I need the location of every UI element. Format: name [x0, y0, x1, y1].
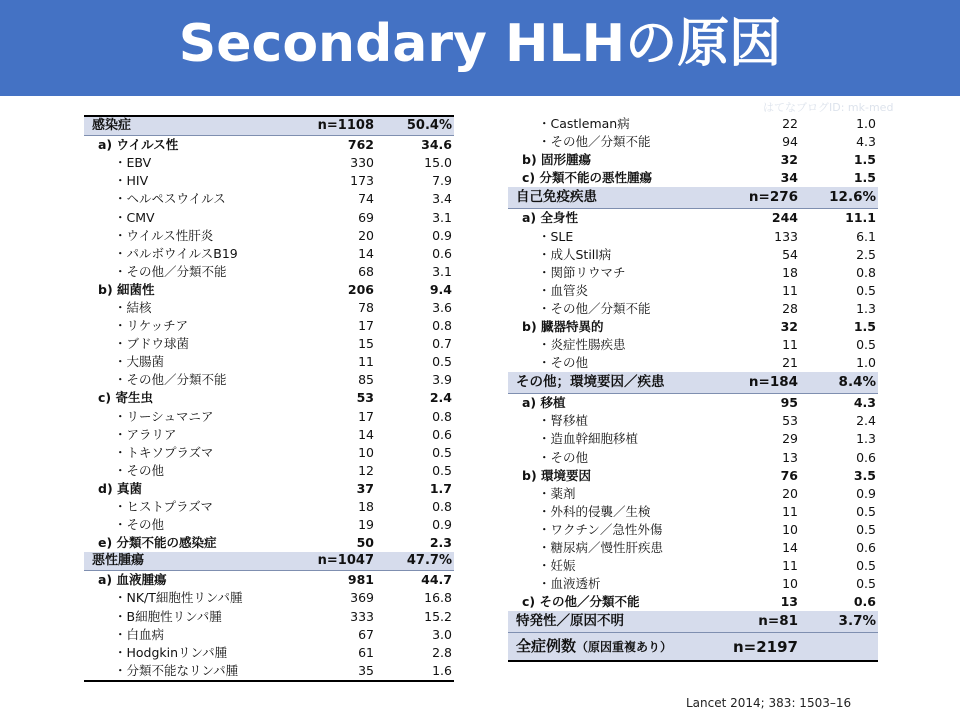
- item-row: [508, 539, 878, 557]
- cause-label: ・その他／分類不能: [114, 372, 227, 388]
- case-count: 28: [782, 300, 798, 316]
- case-count: 50: [356, 535, 374, 551]
- cause-label: ・パルボウイルスB19: [114, 245, 238, 261]
- subcategory-row: [508, 593, 878, 611]
- category-header-row: [508, 187, 878, 209]
- cause-label: ・Castleman病: [538, 116, 630, 132]
- cause-label: ・結核: [114, 299, 152, 315]
- cause-label: ・その他／分類不能: [114, 263, 227, 279]
- case-count: 244: [771, 210, 798, 226]
- item-row: [84, 462, 454, 480]
- case-count: 11: [358, 354, 374, 370]
- cause-label: b) 臓器特異的: [522, 318, 604, 334]
- case-count: 54: [782, 246, 798, 262]
- case-count: 333: [350, 608, 374, 624]
- percentage: 0.5: [856, 521, 876, 537]
- case-count: 14: [782, 540, 798, 556]
- cause-label: ・NK/T細胞性リンパ腫: [114, 590, 243, 606]
- cause-label: 特発性／原因不明: [508, 611, 718, 633]
- subcategory-row: [84, 389, 454, 407]
- cause-label: b) 固形腫瘍: [522, 152, 592, 168]
- cause-label: e) 分類不能の感染症: [98, 535, 217, 551]
- item-row: [84, 227, 454, 245]
- subcategory-row: [508, 209, 878, 228]
- percentage: 3.1: [432, 263, 452, 279]
- case-count: 133: [774, 228, 798, 244]
- percentage: 7.9: [432, 173, 452, 189]
- cause-label: ・血管炎: [538, 282, 589, 298]
- cause-label: ・EBV: [114, 155, 152, 171]
- percentage: 0.5: [432, 462, 452, 478]
- percentage: 1.3: [856, 431, 876, 447]
- item-row: [84, 154, 454, 172]
- cause-label: ・その他: [538, 449, 589, 465]
- case-count: 21: [782, 355, 798, 371]
- case-count: n=1108: [294, 116, 374, 136]
- percentage: 15.0: [424, 155, 452, 171]
- cause-label: 悪性腫瘍: [84, 552, 294, 571]
- item-row: [84, 172, 454, 190]
- item-row: [84, 662, 454, 681]
- percentage: 1.3: [856, 300, 876, 316]
- percentage: 0.9: [856, 485, 876, 501]
- cause-label: ・外科的侵襲／生検: [538, 503, 651, 519]
- case-count: 76: [780, 467, 798, 483]
- subcategory-row: [508, 169, 878, 187]
- cause-label: ・成人Still病: [538, 246, 612, 262]
- case-count: 12: [358, 462, 374, 478]
- total-note: （原因重複あり）: [576, 640, 673, 655]
- case-count: 85: [358, 372, 374, 388]
- item-row: [84, 516, 454, 534]
- cause-label: ・白血病: [114, 626, 165, 642]
- percentage: 0.6: [856, 449, 876, 465]
- item-row: [508, 412, 878, 430]
- category-header-row: [508, 372, 878, 394]
- cause-label: ・ヒストプラズマ: [114, 499, 214, 515]
- percentage: 1.0: [856, 355, 876, 371]
- case-count: 981: [347, 572, 374, 588]
- percentage: 0.8: [856, 264, 876, 280]
- case-count: 10: [358, 444, 374, 460]
- item-row: [84, 408, 454, 426]
- cause-label: ・分類不能なリンパ腫: [84, 662, 294, 681]
- cause-label: ・ブドウ球菌: [114, 336, 190, 352]
- item-row: [84, 426, 454, 444]
- case-count: n=1047: [294, 552, 374, 571]
- item-row: [84, 190, 454, 208]
- cause-label: ・妊娠: [538, 558, 576, 574]
- item-row: [508, 575, 878, 593]
- cause-label: ・その他／分類不能: [538, 134, 651, 150]
- case-count: 78: [358, 299, 374, 315]
- item-row: [508, 133, 878, 151]
- cause-label: ・ワクチン／急性外傷: [538, 521, 663, 537]
- case-count: 14: [358, 426, 374, 442]
- percentage: 47.7%: [374, 552, 454, 571]
- case-count: 13: [782, 449, 798, 465]
- cause-label: c) その他／分類不能: [522, 594, 640, 610]
- cause-label: b) 環境要因: [522, 467, 592, 483]
- case-count: 67: [358, 626, 374, 642]
- case-count: 53: [356, 390, 374, 406]
- cause-label: ・その他: [114, 462, 165, 478]
- item-row: [84, 299, 454, 317]
- case-count: 11: [782, 337, 798, 353]
- case-count: 19: [358, 517, 374, 533]
- item-row: [84, 317, 454, 335]
- subcategory-row: [84, 136, 454, 155]
- cause-label: ・腎移植: [538, 413, 589, 429]
- category-header-row: [84, 552, 454, 571]
- cause-label: ・B細胞性リンパ腫: [114, 608, 222, 624]
- subcategory-row: [508, 151, 878, 169]
- item-row: [508, 557, 878, 575]
- case-count: 369: [350, 590, 374, 606]
- case-count: 17: [358, 408, 374, 424]
- item-row: [508, 282, 878, 300]
- subcategory-row: [84, 480, 454, 498]
- case-count: 68: [358, 263, 374, 279]
- subcategory-row: [84, 281, 454, 299]
- case-count: 69: [358, 209, 374, 225]
- percentage: 0.5: [432, 354, 452, 370]
- cause-label: ・トキソプラズマ: [114, 444, 214, 460]
- case-count: 29: [782, 431, 798, 447]
- cause-label: ・リケッチア: [114, 318, 189, 334]
- case-count: 17: [358, 318, 374, 334]
- percentage: 3.5: [853, 467, 876, 483]
- cause-label: ・造血幹細胞移植: [538, 431, 639, 447]
- left-cause-table: [84, 115, 454, 682]
- item-row: [508, 449, 878, 467]
- case-count: 173: [350, 173, 374, 189]
- subcategory-row: [84, 534, 454, 552]
- percentage: 0.8: [432, 318, 452, 334]
- total-label: [508, 633, 718, 662]
- item-row: [84, 608, 454, 626]
- percentage: 1.7: [429, 480, 452, 496]
- slide-title: Secondary HLHの原因: [178, 14, 782, 74]
- percentage: 0.5: [856, 282, 876, 298]
- item-row: [508, 430, 878, 448]
- right-cause-table: [508, 115, 878, 662]
- item-row: [508, 521, 878, 539]
- cause-label: ・リーシュマニア: [114, 408, 214, 424]
- percentage: 1.5: [853, 318, 876, 334]
- percentage: 1.0: [856, 116, 876, 132]
- percentage: 2.8: [432, 644, 452, 660]
- cause-label: ・ウイルス性肝炎: [114, 227, 214, 243]
- case-count: 18: [358, 499, 374, 515]
- case-count: 11: [782, 282, 798, 298]
- item-row: [84, 644, 454, 662]
- percentage: 3.0: [432, 626, 452, 642]
- case-count: 10: [782, 576, 798, 592]
- citation: Lancet 2014; 383: 1503–16: [686, 696, 852, 710]
- item-row: [84, 589, 454, 607]
- item-row: [84, 371, 454, 389]
- percentage: 3.7%: [798, 611, 878, 633]
- case-count: 34: [780, 170, 798, 186]
- percentage: 0.9: [432, 517, 452, 533]
- percentage: 0.5: [856, 576, 876, 592]
- cause-label: ・その他: [114, 517, 165, 533]
- total-n: n=2197: [718, 633, 798, 662]
- item-row: [84, 263, 454, 281]
- cause-label: 自己免疫疾患: [508, 187, 718, 209]
- item-row: [508, 485, 878, 503]
- item-row: [508, 354, 878, 372]
- percentage: 3.9: [432, 372, 452, 388]
- subcategory-row: [508, 318, 878, 336]
- item-row: [84, 498, 454, 516]
- case-count: n=276: [718, 187, 798, 209]
- watermark: はてなブログID: mk-med: [763, 101, 894, 114]
- case-count: 32: [780, 152, 798, 168]
- cause-label: ・薬剤: [538, 485, 576, 501]
- case-count: 74: [358, 191, 374, 207]
- case-count: 206: [347, 281, 374, 297]
- percentage: 11.1: [845, 210, 876, 226]
- percentage: 15.2: [424, 608, 452, 624]
- cause-label: ・ヘルペスウイルス: [114, 191, 226, 207]
- percentage: 16.8: [424, 590, 452, 606]
- percentage: 4.3: [856, 134, 876, 150]
- subcategory-row: [508, 467, 878, 485]
- item-row: [84, 208, 454, 226]
- case-count: 35: [294, 662, 374, 681]
- cause-label: ・血液透析: [538, 576, 601, 592]
- case-count: 20: [358, 227, 374, 243]
- item-row: [508, 336, 878, 354]
- case-count: 20: [782, 485, 798, 501]
- percentage: 0.7: [432, 336, 452, 352]
- cause-label: b) 細菌性: [98, 281, 155, 297]
- cause-label: ・その他／分類不能: [538, 300, 651, 316]
- cause-label: その他；環境要因／疾患: [508, 372, 718, 394]
- case-count: 22: [782, 116, 798, 132]
- cause-label: 感染症: [84, 116, 294, 136]
- case-count: 18: [782, 264, 798, 280]
- item-row: [508, 246, 878, 264]
- item-row: [84, 444, 454, 462]
- percentage: 1.5: [853, 170, 876, 186]
- percentage: 3.6: [432, 299, 452, 315]
- item-row: [84, 245, 454, 263]
- cause-label: ・Hodgkinリンパ腫: [114, 644, 228, 660]
- case-count: 13: [780, 594, 798, 610]
- percentage: 0.8: [432, 499, 452, 515]
- percentage: 6.1: [856, 228, 876, 244]
- percentage: 1.6: [374, 662, 454, 681]
- case-count: 32: [780, 318, 798, 334]
- cause-label: c) 分類不能の悪性腫瘍: [522, 170, 652, 186]
- item-row: [508, 264, 878, 282]
- item-row: [84, 626, 454, 644]
- cause-label: a) 移植: [522, 395, 566, 411]
- percentage: 2.5: [856, 246, 876, 262]
- percentage: 34.6: [421, 137, 452, 153]
- percentage: 0.5: [856, 337, 876, 353]
- percentage: 8.4%: [798, 372, 878, 394]
- case-count: n=184: [718, 372, 798, 394]
- percentage: 2.3: [429, 535, 452, 551]
- total-pct: [798, 633, 878, 662]
- item-row: [84, 335, 454, 353]
- percentage: 9.4: [429, 281, 452, 297]
- case-count: 10: [782, 521, 798, 537]
- percentage: 0.5: [856, 558, 876, 574]
- percentage: 0.6: [432, 426, 452, 442]
- case-count: 330: [350, 155, 374, 171]
- category-header-row: [508, 611, 878, 633]
- percentage: 0.8: [432, 408, 452, 424]
- cause-label: d) 真菌: [98, 480, 143, 496]
- percentage: 0.9: [432, 227, 452, 243]
- case-count: 94: [782, 134, 798, 150]
- percentage: 1.5: [853, 152, 876, 168]
- subcategory-row: [508, 394, 878, 413]
- case-count: 11: [782, 558, 798, 574]
- percentage: 0.6: [856, 540, 876, 556]
- case-count: 11: [782, 503, 798, 519]
- percentage: 2.4: [856, 413, 876, 429]
- percentage: 50.4%: [374, 116, 454, 136]
- case-count: 15: [358, 336, 374, 352]
- case-count: 37: [356, 480, 374, 496]
- item-row: [508, 300, 878, 318]
- percentage: 2.4: [429, 390, 452, 406]
- cause-label: ・HIV: [114, 173, 149, 189]
- cause-label: ・その他: [538, 355, 589, 371]
- percentage: 0.6: [853, 594, 876, 610]
- percentage: 0.5: [432, 444, 452, 460]
- cause-label: a) 全身性: [522, 210, 578, 226]
- cause-label: a) ウイルス性: [98, 137, 179, 153]
- percentage: 4.3: [853, 395, 876, 411]
- category-header-row: [84, 116, 454, 136]
- subcategory-row: [84, 571, 454, 590]
- percentage: 44.7: [421, 572, 452, 588]
- percentage: 12.6%: [798, 187, 878, 209]
- case-count: 14: [358, 245, 374, 261]
- case-count: 95: [780, 395, 798, 411]
- percentage: 0.5: [856, 503, 876, 519]
- total-label-text: 全症例数: [516, 637, 577, 656]
- percentage: 3.1: [432, 209, 452, 225]
- cause-label: ・CMV: [114, 209, 155, 225]
- case-count: 53: [782, 413, 798, 429]
- item-row: [508, 115, 878, 133]
- cause-label: ・関節リウマチ: [538, 264, 626, 280]
- cause-label: ・SLE: [538, 228, 574, 244]
- cause-label: ・大腸菌: [114, 354, 165, 370]
- cause-label: ・糖尿病／慢性肝疾患: [538, 540, 664, 556]
- cause-label: ・炎症性腸疾患: [538, 337, 626, 353]
- cause-label: c) 寄生虫: [98, 390, 153, 406]
- case-count: n=81: [718, 611, 798, 633]
- item-row: [508, 503, 878, 521]
- cause-label: a) 血液腫瘍: [98, 572, 167, 588]
- total-row: [508, 633, 878, 662]
- percentage: 3.4: [432, 191, 452, 207]
- case-count: 762: [347, 137, 374, 153]
- item-row: [84, 353, 454, 371]
- item-row: [508, 227, 878, 245]
- case-count: 61: [358, 644, 374, 660]
- percentage: 0.6: [432, 245, 452, 261]
- cause-label: ・アラリア: [114, 426, 177, 442]
